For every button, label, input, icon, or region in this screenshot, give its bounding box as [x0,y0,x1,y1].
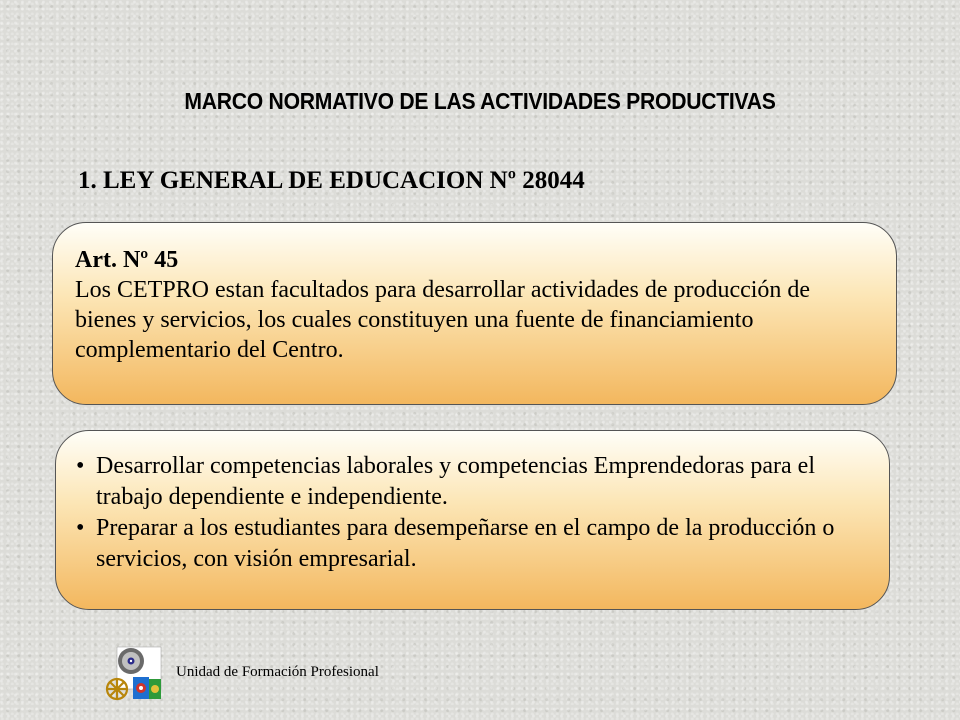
footer-organization: Unidad de Formación Profesional [176,664,379,680]
article-box [52,222,897,405]
goal-item: • Preparar a los estudiantes para desempeñarse en el campo de la producción o servicios, con visión empresarial. [76,513,869,575]
goal-item: • Desarrollar competencias laborales y competencias Emprendedoras para el trabajo dependiente e independiente. [76,451,869,513]
slide-title: MARCO NORMATIVO DE LAS ACTIVIDADES PRODUCTIVAS [184,88,776,114]
section-heading: 1. LEY GENERAL DE EDUCACION Nº 28044 [78,167,585,194]
goals-list [76,451,869,575]
cd-gears-logo-icon [103,645,165,707]
goals-box [55,430,890,610]
article-body: Los CETPRO estan facultados para desarrollar actividades de producción de bienes y servicios, los cuales constituyen una fuente de financiamiento complementario del Centro. [75,277,811,363]
article-title: Art. Nº 45 [75,247,179,273]
